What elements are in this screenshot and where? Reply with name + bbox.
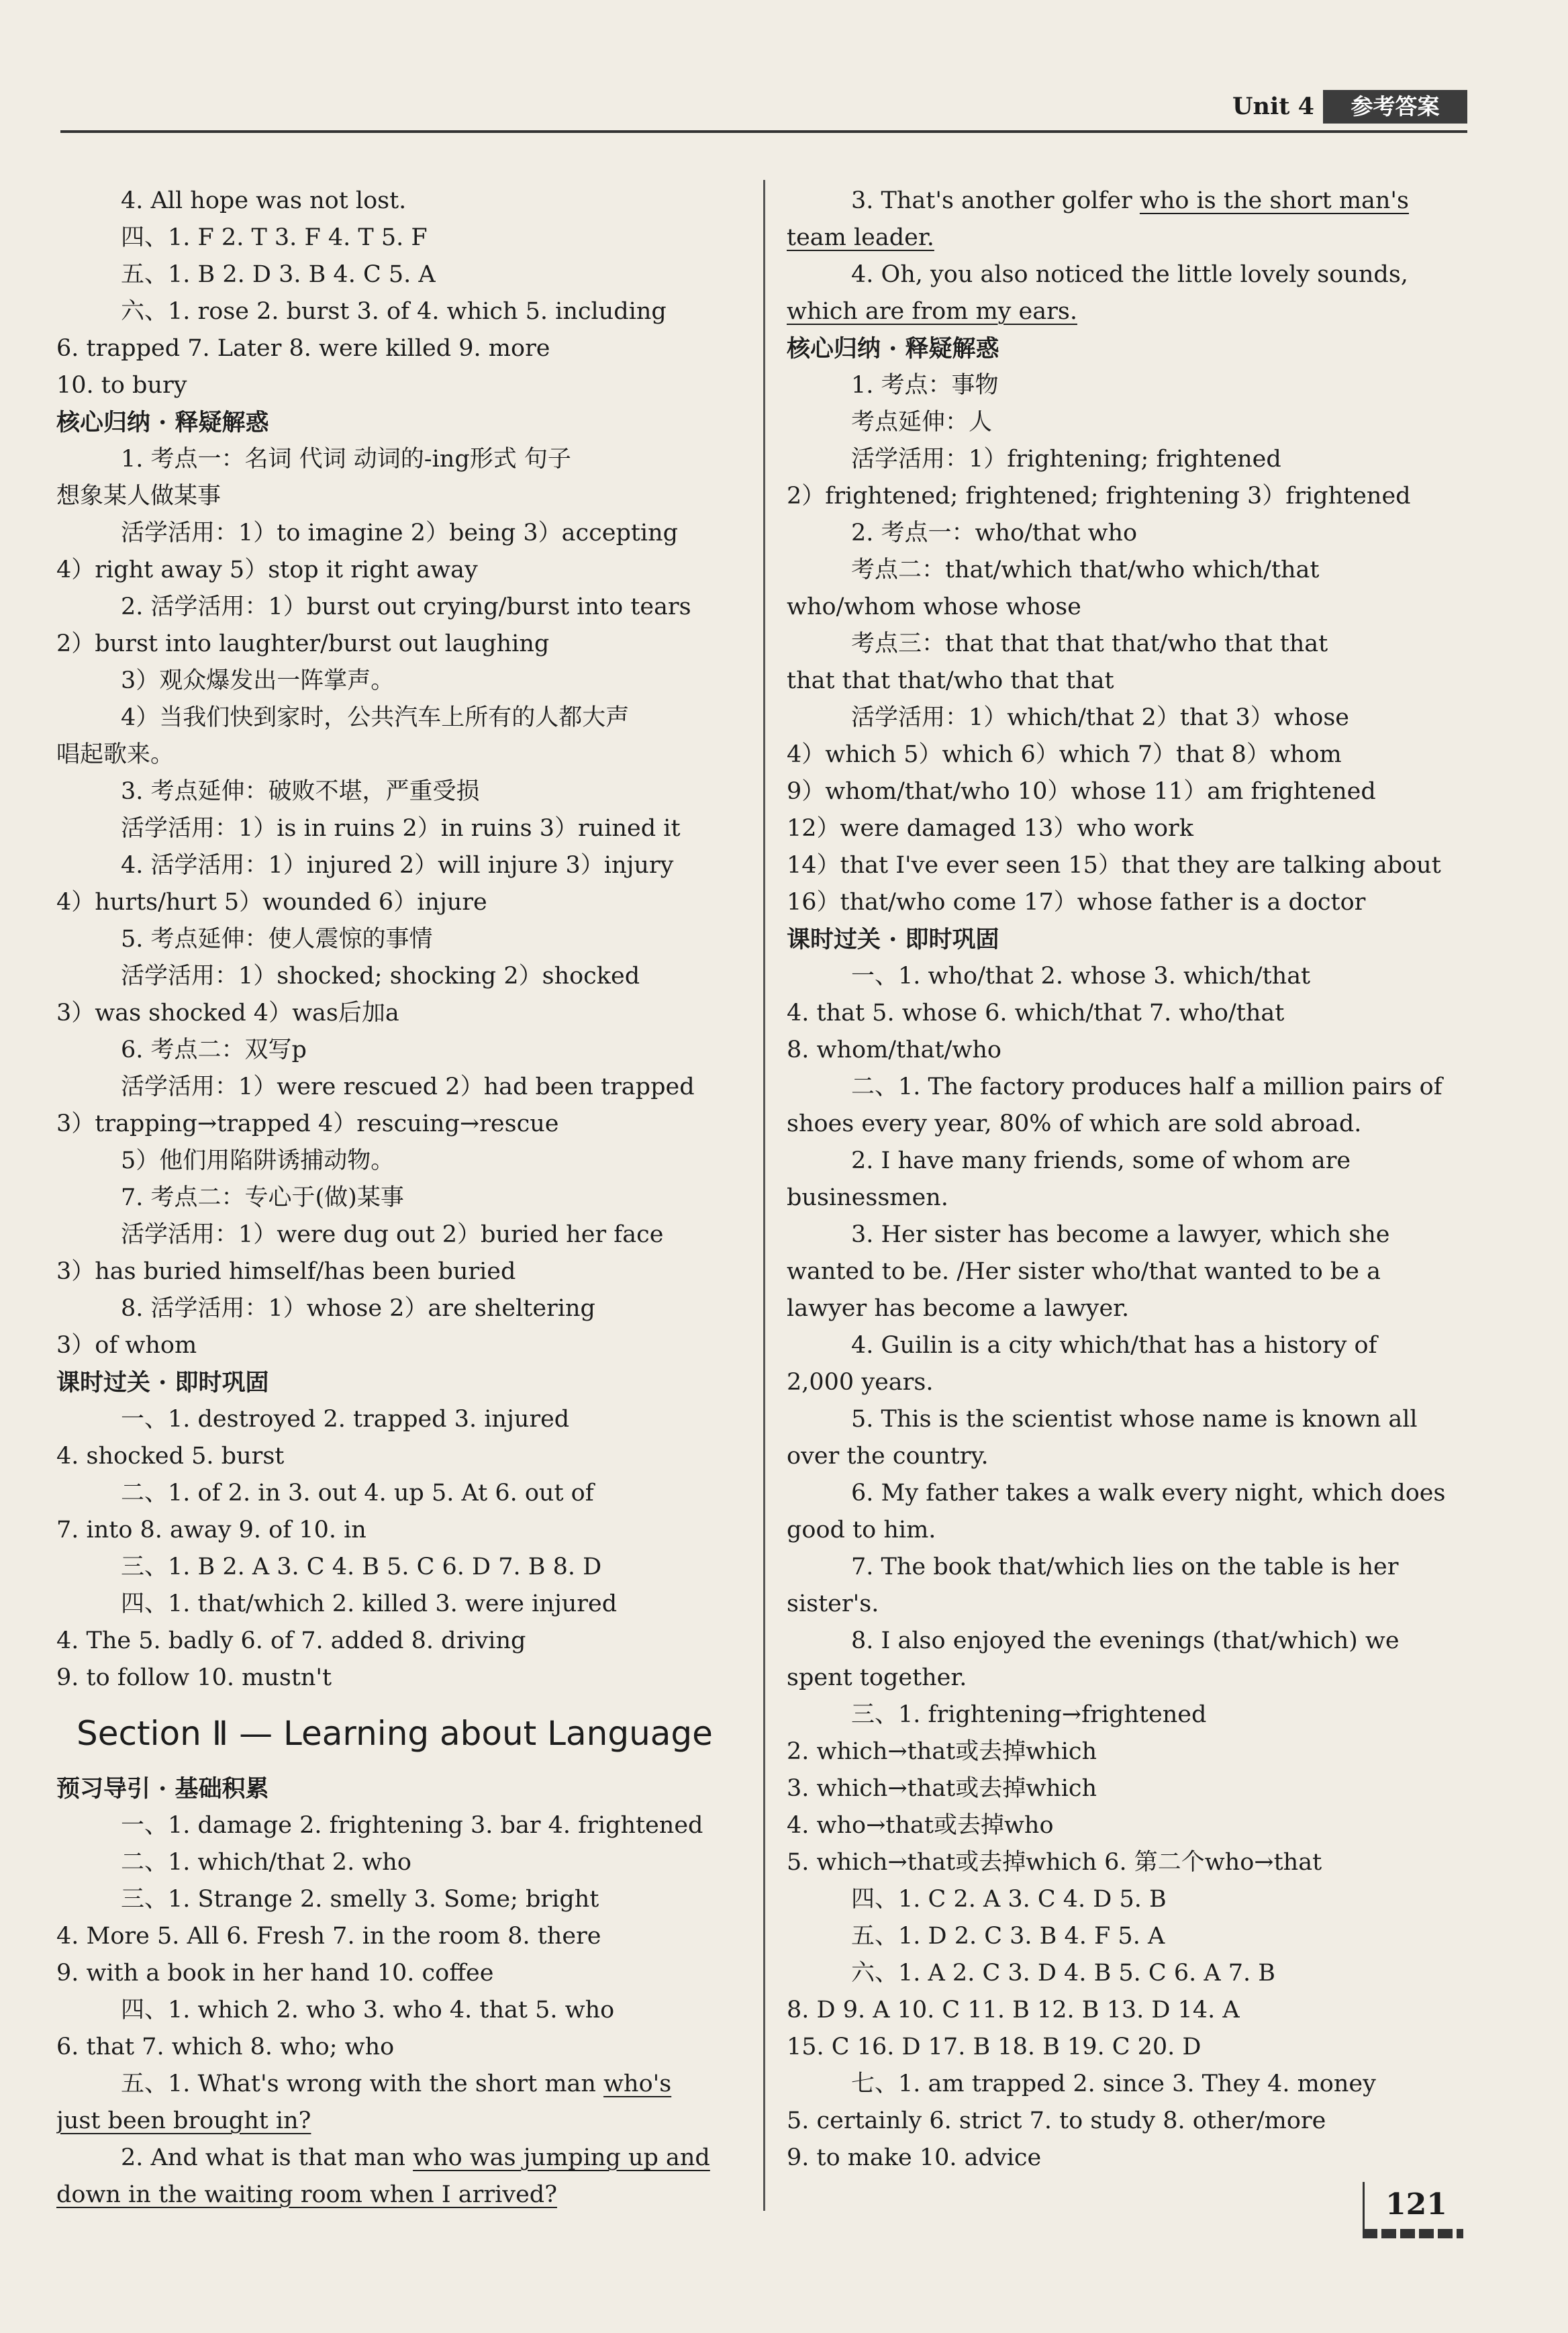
answer-line: 三、1. B 2. A 3. C 4. B 5. C 6. D 7. B 8. D xyxy=(121,1554,602,1580)
answer-line: 2. 考点一：who/that who xyxy=(851,520,1138,546)
subsection-heading: 核心归纳 · 释疑解惑 xyxy=(56,409,269,436)
answer-line xyxy=(56,2140,746,2177)
answer-line: 考点延伸：人 xyxy=(851,409,993,436)
answer-line: 2）frightened; frightened; frightening 3）frightened xyxy=(787,483,1411,510)
answer-line: 二、1. The factory produces half a million pairs of xyxy=(851,1074,1442,1100)
answer-line: 五、1. D 2. C 3. B 4. F 5. A xyxy=(851,1923,1165,1950)
answer-line: 9. with a book in her hand 10. coffee xyxy=(56,1960,494,1987)
answer-line xyxy=(56,2177,746,2213)
answer-line: shoes every year, 80% of which are sold abroad. xyxy=(787,1110,1362,1137)
answer-line: 2. 活学活用：1）burst out crying/burst into tears xyxy=(121,593,691,620)
answer-line: 活学活用：1）were dug out 2）buried her face xyxy=(121,1221,664,1248)
subsection-heading: 课时过关 · 即时巩固 xyxy=(56,1369,269,1396)
answer-line: 三、1. frightening→frightened xyxy=(851,1701,1207,1728)
answer-line: 4. The 5. badly 6. of 7. added 8. driving xyxy=(56,1627,526,1654)
answer-line: 3. 考点延伸：破败不堪，严重受损 xyxy=(121,778,480,805)
answer-line: 4. Oh, you also noticed the little lovely sounds, xyxy=(851,261,1408,288)
answer-line: 六、1. A 2. C 3. D 4. B 5. C 6. A 7. B xyxy=(851,1960,1275,1987)
answer-line: 活学活用：1）which/that 2）that 3）whose xyxy=(851,704,1350,731)
answer-line xyxy=(56,2103,746,2140)
answer-line: 一、1. destroyed 2. trapped 3. injured xyxy=(121,1406,570,1433)
page-number: 121 xyxy=(1385,2187,1447,2222)
underlined-clause: team leader. xyxy=(787,224,934,251)
unit-label: Unit 4 xyxy=(1232,93,1314,120)
answer-line: 活学活用：1）frightening; frightened xyxy=(851,446,1281,473)
answer-line: 考点三：that that that that/who that that xyxy=(851,630,1328,657)
answer-line: 3）观众爆发出一阵掌声。 xyxy=(121,667,395,694)
underlined-clause: just been brought in? xyxy=(56,2107,311,2134)
answer-line: 7. into 8. away 9. of 10. in xyxy=(56,1517,366,1543)
answer-line: 2. which→that或去掉which xyxy=(787,1738,1097,1765)
answer-line: 2,000 years. xyxy=(787,1369,934,1396)
answer-line: 15. C 16. D 17. B 18. B 19. C 20. D xyxy=(787,2034,1202,2060)
answer-line xyxy=(787,293,1471,330)
column-divider xyxy=(763,180,765,2211)
underlined-clause: who is the short man's xyxy=(1139,187,1410,214)
answer-line: 二、1. which/that 2. who xyxy=(121,1849,411,1876)
answer-line xyxy=(56,2066,746,2103)
answer-line: 6. My father takes a walk every night, which does xyxy=(851,1480,1446,1507)
answer-line: 8. D 9. A 10. C 11. B 12. B 13. D 14. A xyxy=(787,1997,1240,2023)
answer-line: 一、1. who/that 2. whose 3. which/that xyxy=(851,963,1311,990)
answer-line: 4）hurts/hurt 5）wounded 6）injure xyxy=(56,889,487,916)
answer-line: 唱起歌来。 xyxy=(56,741,175,768)
subsection-heading: 预习导引 · 基础积累 xyxy=(56,1775,269,1803)
answer-line: who/whom whose whose xyxy=(787,593,1081,620)
answer-line: 6. that 7. which 8. who; who xyxy=(56,2034,395,2060)
answer-line: 16）that/who come 17）whose father is a doctor xyxy=(787,889,1366,916)
answer-line: 4. that 5. whose 6. which/that 7. who/that xyxy=(787,1000,1285,1027)
answer-line: 4. All hope was not lost. xyxy=(121,187,407,214)
answer-line: 6. 考点二：双写p xyxy=(121,1037,307,1063)
underlined-clause: down in the waiting room when I arrived? xyxy=(56,2181,557,2208)
answer-line: 四、1. that/which 2. killed 3. were injured xyxy=(121,1590,618,1617)
answer-line: 活学活用：1）to imagine 2）being 3）accepting xyxy=(121,520,679,546)
answer-line xyxy=(787,220,1471,256)
answer-line: 5）他们用陷阱诱捕动物。 xyxy=(121,1147,395,1174)
answer-line: 考点二：that/which that/who which/that xyxy=(851,557,1320,583)
answer-line: 2）burst into laughter/burst out laughing xyxy=(56,630,550,657)
answer-text: 2. And what is that man xyxy=(121,2144,413,2171)
answer-line: 9. to make 10. advice xyxy=(787,2144,1042,2171)
answer-line: 9）whom/that/who 10）whose 11）am frightened xyxy=(787,778,1376,805)
answer-line: 3）trapping→trapped 4）rescuing→rescue xyxy=(56,1110,559,1137)
answer-line: sister's. xyxy=(787,1590,879,1617)
answer-line: 12）were damaged 13）who work xyxy=(787,815,1193,842)
left-column xyxy=(56,183,746,2213)
answer-line xyxy=(787,183,1471,220)
underlined-clause: who's xyxy=(603,2070,672,2097)
right-column xyxy=(787,183,1471,2177)
answer-line: 3. Her sister has become a lawyer, which she xyxy=(851,1221,1390,1248)
answer-line: 3）has buried himself/has been buried xyxy=(56,1258,516,1285)
answer-line: lawyer has become a lawyer. xyxy=(787,1295,1130,1322)
page-number-bar xyxy=(1363,2229,1463,2238)
answer-line: 4. Guilin is a city which/that has a history of xyxy=(851,1332,1377,1359)
underlined-clause: who was jumping up and xyxy=(413,2144,710,2171)
answer-line: 7. The book that/which lies on the table is her xyxy=(851,1554,1399,1580)
answer-line: wanted to be. /Her sister who/that wanted to be a xyxy=(787,1258,1381,1285)
answer-line: 8. I also enjoyed the evenings (that/which) we xyxy=(851,1627,1400,1654)
answer-line: 4）当我们快到家时，公共汽车上所有的人都大声 xyxy=(121,704,630,731)
answer-line: 5. 考点延伸：使人震惊的事情 xyxy=(121,926,433,953)
answer-line: 想象某人做某事 xyxy=(56,483,222,510)
answer-text: 3. That's another golfer xyxy=(851,187,1140,214)
answer-line: 5. certainly 6. strict 7. to study 8. other/more xyxy=(787,2107,1326,2134)
subsection-heading: 核心归纳 · 释疑解惑 xyxy=(787,335,999,363)
answer-line: 活学活用：1）shocked; shocking 2）shocked xyxy=(121,963,640,990)
section-title: Section Ⅱ — Learning about Language xyxy=(77,1714,713,1753)
answer-line: 3）was shocked 4）was后加a xyxy=(56,1000,399,1027)
answer-line: good to him. xyxy=(787,1517,936,1543)
answer-line: 3. which→that或去掉which xyxy=(787,1775,1097,1802)
answer-line: spent together. xyxy=(787,1664,967,1691)
answer-line: 活学活用：1）is in ruins 2）in ruins 3）ruined it xyxy=(121,815,681,842)
answer-line: 5. This is the scientist whose name is known all xyxy=(851,1406,1418,1433)
answer-line: that that that/who that that xyxy=(787,667,1114,694)
answer-line: 1. 考点一：名词 代词 动词的-ing形式 句子 xyxy=(121,446,571,473)
answer-line: 3）of whom xyxy=(56,1332,197,1359)
answer-line: 10. to bury xyxy=(56,372,187,399)
answer-line: 14）that I've ever seen 15）that they are talking about xyxy=(787,852,1441,879)
answer-line: 4）right away 5）stop it right away xyxy=(56,557,478,583)
answer-line: 4. who→that或去掉who xyxy=(787,1812,1054,1839)
answer-line: 二、1. of 2. in 3. out 4. up 5. At 6. out of xyxy=(121,1480,594,1507)
answer-line: 四、1. C 2. A 3. C 4. D 5. B xyxy=(851,1886,1167,1913)
answer-line: 三、1. Strange 2. smelly 3. Some; bright xyxy=(121,1886,599,1913)
subsection-heading: 课时过关 · 即时巩固 xyxy=(787,926,999,953)
underlined-clause: which are from my ears. xyxy=(787,298,1077,325)
page-header xyxy=(60,86,1467,133)
answer-line: 四、1. which 2. who 3. who 4. that 5. who xyxy=(121,1997,615,2023)
answer-line: 4）which 5）which 6）which 7）that 8）whom xyxy=(787,741,1342,768)
answer-line: 四、1. F 2. T 3. F 4. T 5. F xyxy=(121,224,428,251)
answer-line: 9. to follow 10. mustn't xyxy=(56,1664,332,1691)
answer-line: 5. which→that或去掉which 6. 第二个who→that xyxy=(787,1849,1322,1876)
answer-line: businessmen. xyxy=(787,1184,948,1211)
answer-line: 8. whom/that/who xyxy=(787,1037,1001,1063)
answer-line: 7. 考点二：专心于(做)某事 xyxy=(121,1184,404,1211)
answer-line: 4. shocked 5. burst xyxy=(56,1443,285,1470)
answer-line: 一、1. damage 2. frightening 3. bar 4. frightened xyxy=(121,1812,703,1839)
answer-line: 2. I have many friends, some of whom are xyxy=(851,1147,1351,1174)
answer-line: 五、1. B 2. D 3. B 4. C 5. A xyxy=(121,261,436,288)
answer-line: 4. More 5. All 6. Fresh 7. in the room 8. there xyxy=(56,1923,601,1950)
answer-line: 1. 考点：事物 xyxy=(851,372,999,399)
answer-key-tag: 参考答案 xyxy=(1323,90,1467,124)
answer-line: 六、1. rose 2. burst 3. of 4. which 5. including xyxy=(121,298,667,325)
answer-line: 七、1. am trapped 2. since 3. They 4. money xyxy=(851,2070,1376,2097)
answer-line: 6. trapped 7. Later 8. were killed 9. more xyxy=(56,335,550,362)
answer-line: 活学活用：1）were rescued 2）had been trapped xyxy=(121,1074,695,1100)
answer-line: 4. 活学活用：1）injured 2）will injure 3）injury xyxy=(121,852,674,879)
answer-text: 五、1. What's wrong with the short man xyxy=(121,2070,604,2097)
answer-line: 8. 活学活用：1）whose 2）are sheltering xyxy=(121,1295,595,1322)
answer-line: over the country. xyxy=(787,1443,989,1470)
